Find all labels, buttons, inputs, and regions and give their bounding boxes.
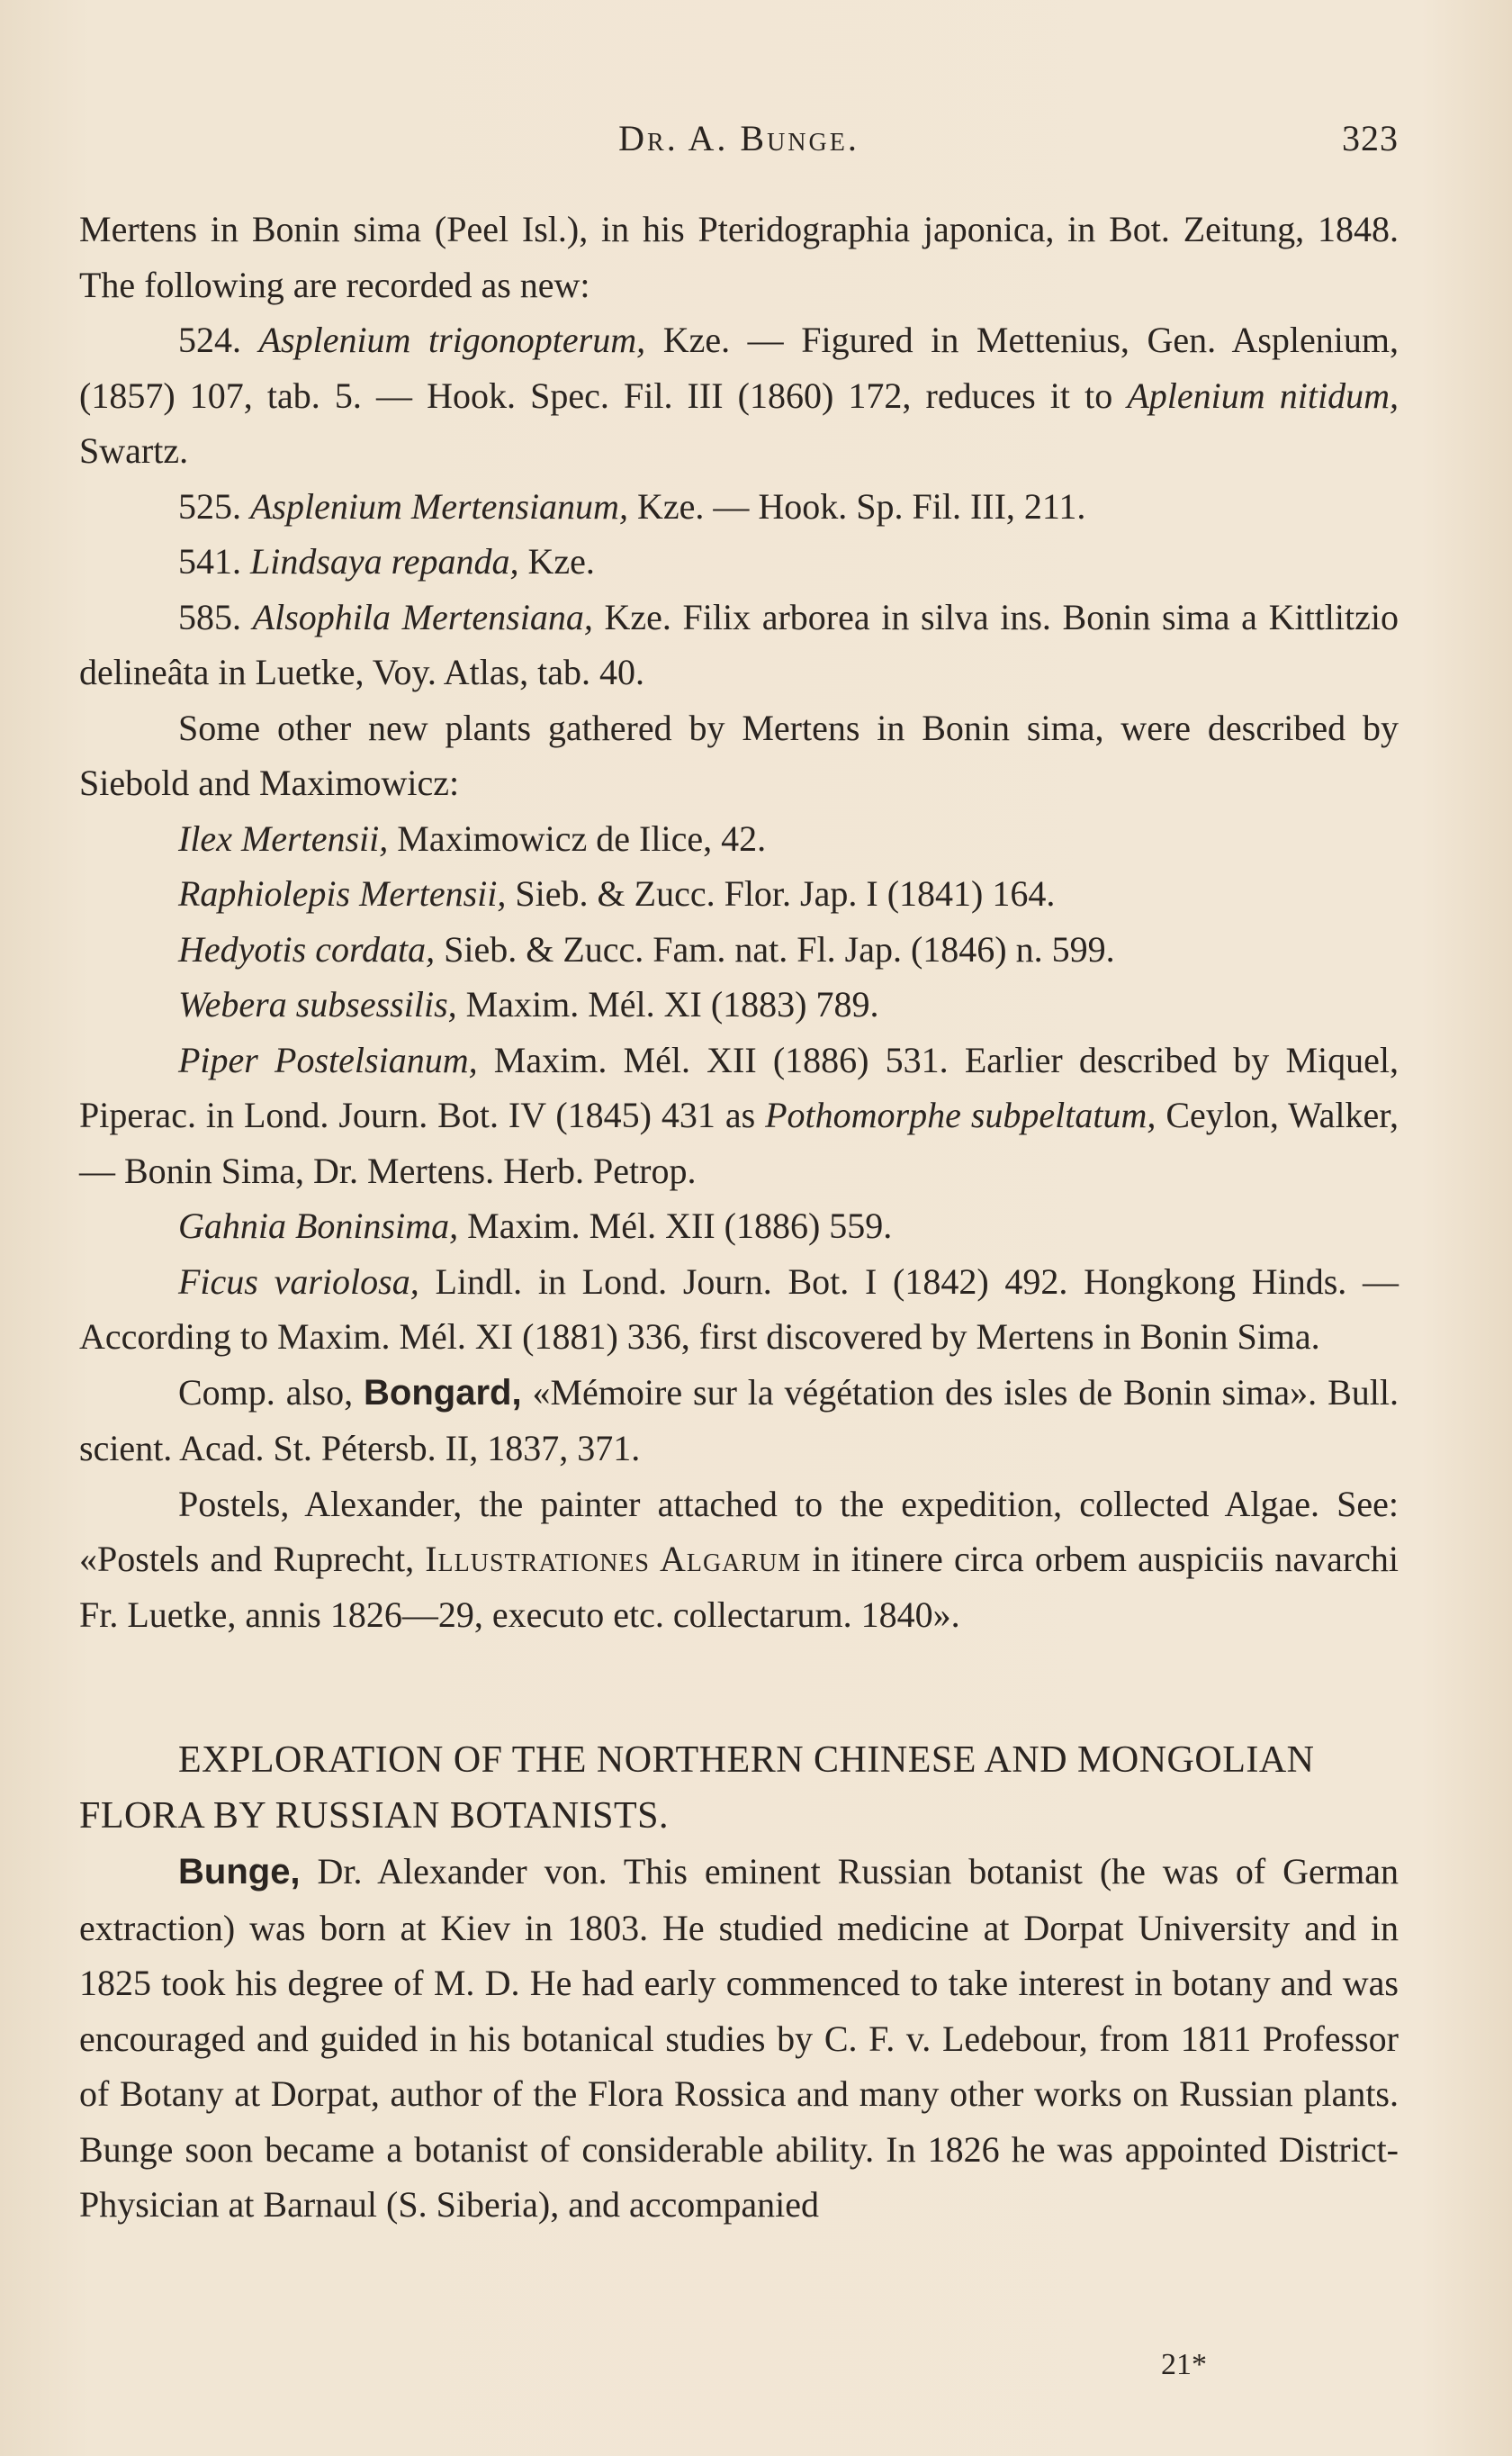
author-name: Bunge,: [178, 1852, 301, 1892]
entry-text: Maxim. Mél. XI (1883) 789.: [456, 984, 879, 1025]
entry-524: [79, 312, 1399, 479]
entry-text: Postels, Alexander, the painter attached to the expedition, collected Algae. See: «Postels and Ruprecht,: [79, 1483, 1399, 1579]
section-heading: EXPLORATION OF THE NORTHERN CHINESE AND MONGOLIAN FLORA BY RUSSIAN BOTANISTS.: [79, 1739, 1315, 1837]
paragraph-bongard: [79, 1365, 1399, 1476]
page-body: [79, 202, 1399, 2233]
entry-text: Lindl. in Lond. Journ. Bot. I (1842) 492. Hongkong Hinds. — According to Maxim. Mél. XI (1881) 336, first discovered by Mertens in Bonin Sima.: [79, 1260, 1399, 1357]
entry-text: Kze.: [518, 541, 595, 582]
entry-585: [79, 590, 1399, 700]
paragraph-postels: [79, 1476, 1399, 1643]
plant-webera: [79, 977, 1399, 1033]
species-name: Raphiolepis Mertensii,: [178, 873, 507, 914]
plant-gahnia: [79, 1198, 1399, 1254]
paragraph-bunge: [79, 1844, 1399, 2233]
entry-number: 525.: [178, 485, 241, 527]
running-header: [79, 110, 1399, 164]
species-name: Aplenium nitidum,: [1127, 375, 1400, 416]
paragraph-mertens: Mertens in Bonin sima (Peel Isl.), in his Pteridographia japonica, in Bot. Zeitung, 1848. The following are recorded as new:: [79, 209, 1399, 305]
species-name: Ilex Mertensii,: [178, 817, 389, 859]
plant-ficus: [79, 1254, 1399, 1365]
entry-text: Swartz.: [79, 430, 189, 471]
species-name: Webera subsessilis,: [178, 984, 457, 1025]
entry-text: in itinere circa orbem auspiciis navarchi Fr. Luetke, annis 1826—29, executo etc. collectarum. 1840».: [79, 1539, 1400, 1635]
signature-mark: 21*: [1161, 2348, 1207, 2381]
species-name: Hedyotis cordata,: [178, 928, 436, 970]
species-name: Asplenium Mertensianum,: [250, 485, 628, 527]
page-number: 323: [1342, 118, 1399, 158]
entry-text: Dr. Alexander von. This eminent Russian botanist (he was of German extraction) was born at Kiev in 1803. He studied medicine at Dorpat University and in 1825 took his degree of M. D. He had early commenced to take interest in botany and was encouraged and guided in his botanical studies by C. F. v. Ledebour, from 1811 Professor of Botany at Dorpat, author of the Flora Rossica and many other works on Russian plants. Bunge soon became a botanist of considerable ability. In 1826 he was appointed District-Physician at Barnaul (S. Siberia), and accompanied: [79, 1851, 1399, 2225]
species-name: Ficus variolosa,: [178, 1260, 419, 1302]
entry-text: Maximowicz de Ilice, 42.: [388, 817, 767, 859]
section-gap: [79, 1642, 1399, 1732]
plant-piper: [79, 1033, 1399, 1199]
species-name: Piper Postelsianum,: [178, 1039, 478, 1080]
species-name: Lindsaya repanda,: [250, 541, 519, 582]
entry-text: Maxim. Mél. XII (1886) 559.: [458, 1205, 893, 1246]
entry-525: [79, 479, 1399, 535]
species-name: Pothomorphe subpeltatum,: [765, 1095, 1156, 1135]
plant-ilex: [79, 811, 1399, 867]
author-name: Bongard,: [364, 1372, 522, 1413]
entry-text: Comp. also,: [178, 1371, 364, 1413]
plant-raphiolepis: [79, 866, 1399, 922]
entry-text: Kze. Filix arborea in silva ins. Bonin sima a Kittlitzio delineâta in Luetke, Voy. Atlas, tab. 40.: [79, 596, 1400, 692]
entry-text: Kze. — Figured in Mettenius, Gen. Asplenium, (1857) 107, tab. 5. — Hook. Spec. Fil. III (1860) 172, reduces it to: [79, 320, 1400, 416]
entry-541: [79, 534, 1399, 590]
species-name: Asplenium trigonopterum,: [258, 320, 646, 360]
work-title: Illustrationes Algarum: [425, 1539, 802, 1579]
entry-number: 541.: [178, 541, 241, 582]
entry-text: Ceylon, Walker, — Bonin Sima, Dr. Mertens. Herb. Petrop.: [79, 1095, 1399, 1191]
entry-text: «Mémoire sur la végétation des isles de Bonin sima». Bull. scient. Acad. St. Pétersb. II, 1837, 371.: [79, 1371, 1399, 1468]
species-name: Alsophila Mertensiana,: [252, 596, 593, 637]
entry-number: 524.: [178, 320, 241, 360]
species-name: Gahnia Boninsima,: [178, 1205, 459, 1246]
paragraph-other-plants: Some other new plants gathered by Mertens in Bonin sima, were described by Siebold and Maximowicz:: [79, 707, 1399, 803]
entry-text: Sieb. & Zucc. Flor. Jap. I (1841) 164.: [506, 873, 1056, 914]
entry-text: Sieb. & Zucc. Fam. nat. Fl. Jap. (1846) n. 599.: [435, 928, 1115, 970]
plant-hedyotis: [79, 922, 1399, 978]
entry-number: 585.: [178, 596, 241, 637]
running-title: Dr. A. Bunge.: [618, 118, 860, 158]
entry-text: Maxim. Mél. XII (1886) 531. Earlier described by Miquel, Piperac. in Lond. Journ. Bot. IV (1845) 431 as: [79, 1039, 1400, 1135]
entry-text: Kze. — Hook. Sp. Fil. III, 211.: [627, 485, 1086, 527]
